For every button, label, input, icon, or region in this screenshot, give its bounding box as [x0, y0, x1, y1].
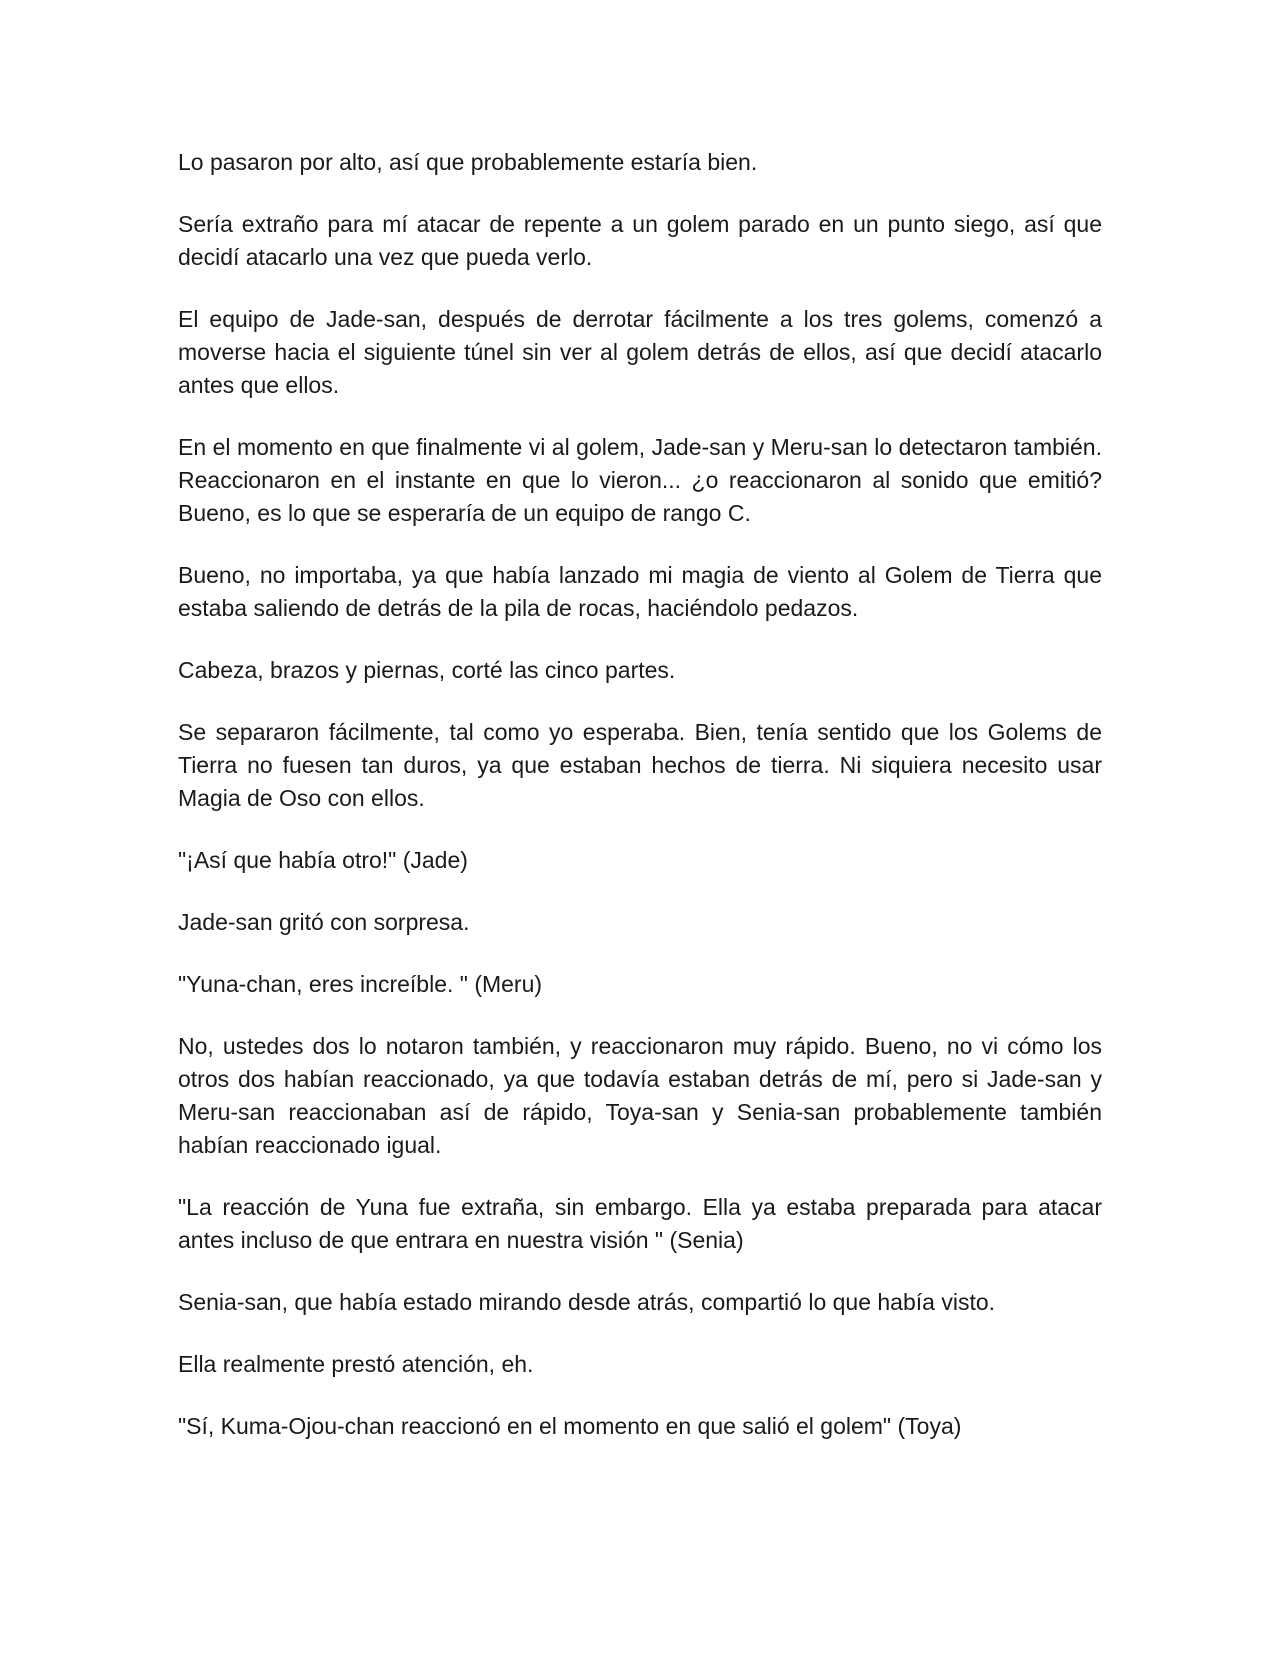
dialogue-line: "Sí, Kuma-Ojou-chan reaccionó en el momento en que salió el golem" (Toya) [178, 1413, 962, 1439]
paragraph: Senia-san, que había estado mirando desde atrás, compartió lo que había visto. [178, 1289, 996, 1315]
paragraph: Bueno, no importaba, ya que había lanzado mi magia de viento al Golem de Tierra que estaba saliendo de detrás de la pila de rocas, haciéndolo pedazos. [178, 562, 1102, 621]
paragraph: Cabeza, brazos y piernas, corté las cinco partes. [178, 657, 676, 683]
paragraph: El equipo de Jade-san, después de derrotar fácilmente a los tres golems, comenzó a moverse hacia el siguiente túnel sin ver al golem detrás de ellos, así que decidí atacarlo antes que ellos. [178, 306, 1102, 398]
paragraph: Se separaron fácilmente, tal como yo esperaba. Bien, tenía sentido que los Golems de Tierra no fuesen tan duros, ya que estaban hechos de tierra. Ni siquiera necesito usar Magia de Oso con ellos. [178, 719, 1102, 811]
paragraph: No, ustedes dos lo notaron también, y reaccionaron muy rápido. Bueno, no vi cómo los otros dos habían reaccionado, ya que todavía estaban detrás de mí, pero si Jade-san y Meru-san reaccionaban así de rápido, Toya-san y Senia-san probablemente también habían reaccionado igual. [178, 1033, 1102, 1158]
dialogue-line: "¡Así que había otro!" (Jade) [178, 847, 468, 873]
paragraph: Lo pasaron por alto, así que probablemente estaría bien. [178, 149, 758, 175]
paragraph: Jade-san gritó con sorpresa. [178, 909, 470, 935]
paragraph: Ella realmente prestó atención, eh. [178, 1351, 534, 1377]
dialogue-line: "La reacción de Yuna fue extraña, sin embargo. Ella ya estaba preparada para atacar antes incluso de que entrara en nuestra visión " (Senia) [178, 1194, 1102, 1253]
paragraph: En el momento en que finalmente vi al golem, Jade-san y Meru-san lo detectaron también. Reaccionaron en el instante en que lo vieron... ¿o reaccionaron al sonido que emitió? Bueno, es lo que se esperaría de un equipo de rango C. [178, 434, 1102, 526]
document-page [178, 146, 1102, 1472]
dialogue-line: "Yuna-chan, eres increíble. " (Meru) [178, 971, 543, 997]
paragraph: Sería extraño para mí atacar de repente a un golem parado en un punto siego, así que decidí atacarlo una vez que pueda verlo. [178, 211, 1102, 270]
